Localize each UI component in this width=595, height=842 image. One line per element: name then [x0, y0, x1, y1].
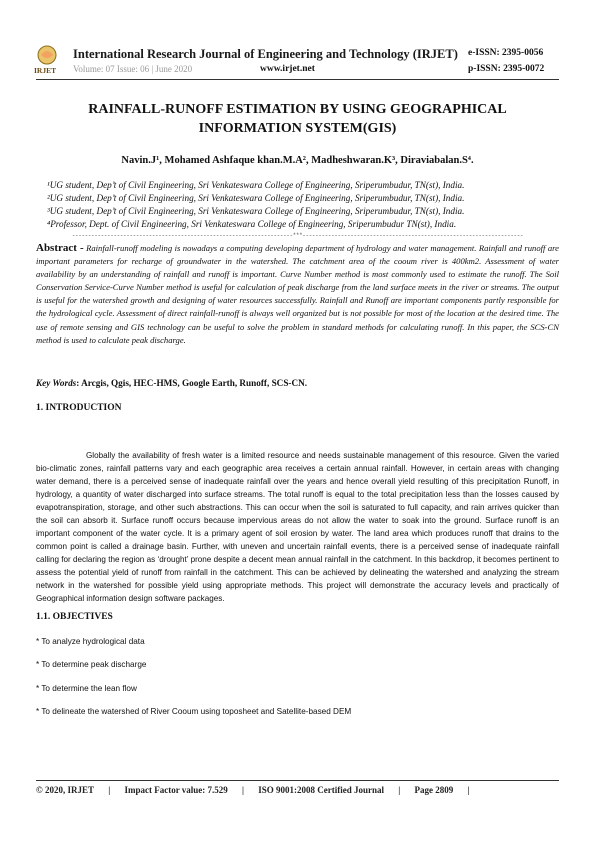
footer-iso: ISO 9001:2008 Certified Journal: [258, 785, 385, 795]
paper-title-line-1: RAINFALL-RUNOFF ESTIMATION BY USING GEOGRAPHICAL: [88, 102, 507, 117]
objective-item: * To determine peak discharge: [36, 660, 147, 669]
keywords-label: Key Words: [36, 378, 77, 388]
page-footer: [36, 785, 482, 795]
keywords-text: : Arcgis, Qgis, HEC-HMS, Google Earth, Runoff, SCS-CN.: [76, 378, 308, 388]
abstract: [36, 242, 559, 347]
affiliation-4: ⁴Professor, Dept. of Civil Engineering, Sri Venkateswara College of Engineering, Sriperumbudur TN(st), India.: [47, 219, 457, 229]
logo-text: IRJET: [34, 66, 57, 75]
footer-page-number: Page 2809: [414, 785, 454, 795]
keywords: [36, 378, 559, 388]
journal-title: International Research Journal of Engineering and Technology (IRJET): [73, 47, 458, 61]
footer-separator: |: [467, 785, 470, 795]
objective-item: * To delineate the watershed of River Cooum using toposheet and Satellite-based DEM: [36, 707, 352, 716]
p-issn: p-ISSN: 2395-0072: [468, 64, 545, 74]
footer-impact-label: Impact Factor value:: [124, 785, 206, 795]
abstract-label: Abstract -: [36, 242, 84, 254]
footer-separator: |: [108, 785, 111, 795]
objective-item: * To analyze hydrological data: [36, 637, 145, 646]
volume-issue: Volume: 07 Issue: 06 | June 2020: [73, 64, 193, 74]
footer-impact-value: 7.529: [207, 785, 228, 795]
journal-website-link[interactable]: www.irjet.net: [260, 64, 315, 74]
footer-divider: [36, 780, 559, 781]
affiliation-1: ¹UG student, Dep’t of Civil Engineering, Sri Venkateswara College of Engineering, Sriperumbudur, TN(st), India.: [47, 180, 465, 190]
footer-separator: |: [242, 785, 245, 795]
paper-title: [40, 100, 555, 138]
author-list: Navin.J¹, Mohamed Ashfaque khan.M.A², Madheshwaran.K³, Diraviabalan.S⁴.: [121, 155, 474, 166]
section-heading-objectives: 1.1. OBJECTIVES: [36, 612, 113, 622]
section-separator: ---------------------------------------------------------------------***---------------------------------------------------------------------: [71, 232, 524, 239]
header-divider: [36, 79, 559, 80]
footer-copyright: © 2020, IRJET: [36, 785, 94, 795]
objective-item: * To determine the lean flow: [36, 684, 137, 693]
section-heading-introduction: 1. INTRODUCTION: [36, 403, 122, 413]
journal-logo: [34, 44, 60, 76]
affiliation-2: ²UG student, Dep’t of Civil Engineering, Sri Venkateswara College of Engineering, Sriperumbudur, TN(st), India.: [47, 193, 465, 203]
affiliation-3: ³UG student, Dep’t of Civil Engineering, Sri Venkateswara College of Engineering, Sriperumbudur, TN(st), India.: [47, 206, 465, 216]
e-issn: e-ISSN: 2395-0056: [468, 48, 544, 58]
introduction-paragraph: Globally the availability of fresh water is a limited resource and needs sustainable management of this resource. Given the varied bio-climatic zones, rainfall patterns vary and each geographic area receives a certain annual rainfall. However, in certain areas with changing water demand, there is a perceived sense of inadequate rainfall over the years and hence overall yield resulting of this precipitation Runoff, in hydrology, a quantity of water discharged into surface streams. The total runoff is equal to the total precipitation less than the losses caused by evapotranspiration, storage, and other such abstractions. This can occur when the soil is saturated to full capacity, and rain arrives quicker than the soil can absorb it. Surface runoff occurs because impervious areas do not allow the water to soak into the ground. Surface runoff is an important component of the water cycle. It is a primary agent of soil erosion by water. The land area which produces runoff that drains to the common point is called a drainage basin. Further, with uneven and uncertain rainfall events, there is a perceived sense of inadequate rainfall calling for declaring the region as ‘drought’ prone despite a decent mean annual rainfall in the catchment. In this backdrop, it becomes pertinent to assess the potential yield of runoff from rainfall in the catchment. This can be achieved by delineating the watershed and analyzing the stream network in the watershed for possible yield using appropriate methods. This project will demonstrate the accuracy levels and practically of Geographical information design software packages.: [36, 451, 559, 603]
abstract-text: Rainfall-runoff modeling is nowadays a computing developing department of hydrology and water management. Rainfall and runoff are important parameters for recharge of groundwater in the watershed. The catchment area of the cooum river is 400km2. Assessment of water availability by an understanding of rainfall and runoff is important. Curve Number method is most commonly used to estimate the runoff. The Soil Conservation Service-Curve Number method is useful for calculation of peak discharge from the land surface meets in the river or streams. The output is useful for the watershed growth and designing of water resources successfully. Rainfall and Runoff are important components partly responsible for the hydrological cycle. Assessment of direct rainfall-runoff is always well organized but is not possible for most of the location at the desired time. The use of remote sensing and GIS technology can be useful to solve the problem in standard methods for calculating runoff. In this paper, the SCS-CN method is used to calculate peak discharge.: [36, 243, 559, 345]
footer-separator: |: [398, 785, 401, 795]
paper-title-line-2: INFORMATION SYSTEM(GIS): [198, 121, 397, 136]
